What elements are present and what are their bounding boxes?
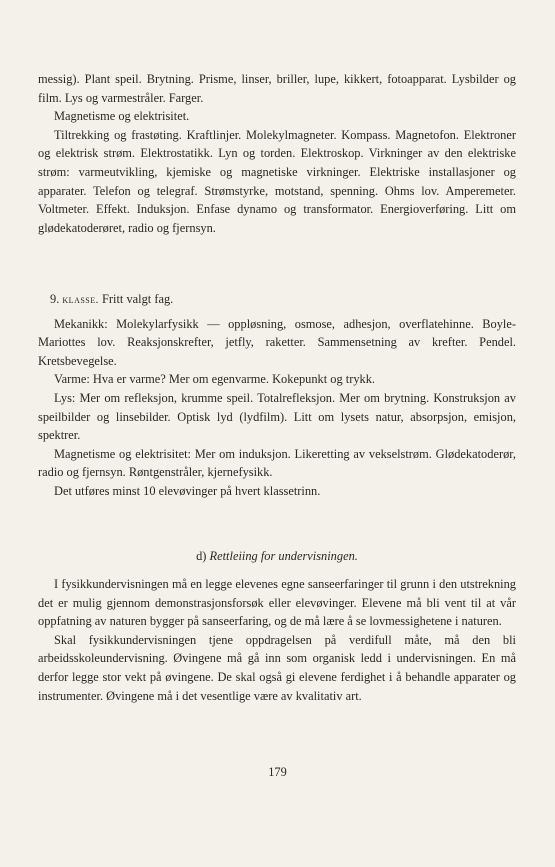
- paragraph-guidance-1: I fysikkundervisningen må en legge elevenes egne sanseerfaringer til grunn i den utstrekning det er mulig gjennom demonstrasjonsforsøk eller elevøvinger. Elevene må bli vent til at vår oppfatning av naturen bygger på sanseerfaring, og de må lære å se lovmessighetene i naturen.: [38, 577, 516, 629]
- class-label: klasse.: [62, 294, 99, 306]
- section-title: Rettleiing for undervisningen.: [209, 549, 358, 563]
- paragraph-electricity: Tiltrekking og frastøting. Kraftlinjer. Molekylmagneter. Kompass. Magnetofon. Elektroner og elektrisk strøm. Elektrostatikk. Lyn og torden. Elektroskop. Virkninger av den elektriske strøm: varmeutvikling, kjemiske og magnetiske virkninger. Elektriske installasjoner og apparater. Telefon og telegraf. Strømstyrke, motstand, spenning. Ohms lov. Amperemeter. Voltmeter. Effekt. Induksjon. Enfase dynamo og transformator. Energioverføring. Litt om glødekatoderøret, radio og fjernsyn.: [38, 127, 516, 235]
- paragraph-optics-end: messig). Plant speil. Brytning. Prisme, linser, briller, lupe, kikkert, fotoapparat. Lysbilder og film. Lys og varmestråler. Farger.: [38, 72, 516, 105]
- section-d-body: [38, 575, 516, 705]
- class-9-section: [38, 290, 516, 501]
- section-letter: d): [196, 549, 207, 563]
- page-number: 179: [268, 765, 287, 779]
- paragraph-guidance-2: Skal fysikkundervisningen tjene oppdragelsen på verdifull måte, må den bli arbeidsskoleundervisning. Øvingene må gå inn som organisk ledd i undervisningen. En må derfor legge stor vekt på øvingene. De skal også gi elevene ferdighet i å behandle apparater og instrumenter. Øvingene må i det vesentlige være av kvalitativ art.: [38, 632, 516, 703]
- paragraph-light: Lys: Mer om refleksjon, krumme speil. Totalrefleksjon. Mer om brytning. Konstruksjon av speilbilder og linsebilder. Optisk lyd (lydfilm). Litt om lysets natur, absorpsjon, emisjon, spektrer.: [38, 390, 516, 443]
- paragraph-magnetism-electricity: Magnetisme og elektrisitet: Mer om induksjon. Likeretting av vekselstrøm. Glødekatoderør, radio og fjernsyn. Røntgenstråler, kjernefysikk.: [38, 446, 516, 480]
- subheading-magnetism: Magnetisme og elektrisitet.: [54, 109, 190, 124]
- top-text-block: [38, 70, 516, 237]
- class-9-heading: [38, 290, 516, 310]
- paragraph-mechanics: Mekanikk: Molekylarfysikk — oppløsning, osmose, adhesjon, overflatehinne. Boyle-Mariottes lov. Reaksjonskrefter, jetfly, raketter. Sammensetning av krefter. Pendel. Kretsbevegelse.: [38, 316, 516, 368]
- class-title: Fritt valgt fag.: [102, 292, 174, 306]
- paragraph-exercises: Det utføres minst 10 elevøvinger på hvert klassetrinn.: [54, 483, 321, 498]
- section-d-heading: [38, 549, 516, 564]
- class-number: 9.: [50, 292, 60, 306]
- paragraph-heat: Varme: Hva er varme? Mer om egenvarme. Kokepunkt og trykk.: [54, 372, 376, 387]
